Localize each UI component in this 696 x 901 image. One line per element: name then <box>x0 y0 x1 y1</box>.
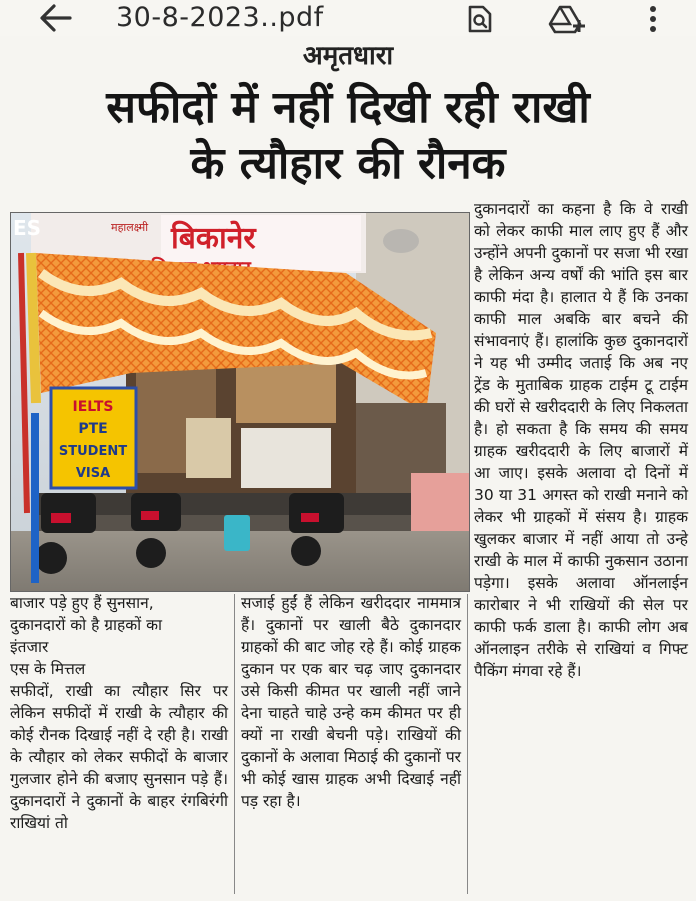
subhead-line-1: बाजार पड़े हुए हैं सुनसान, <box>10 594 154 612</box>
article-column-3 <box>474 198 688 682</box>
column-rule-1 <box>234 594 235 894</box>
column-rule-2 <box>467 594 468 894</box>
shop-photo <box>10 212 470 592</box>
article-body-1: सफीदों, राखी का त्यौहार सिर पर लेकिन सफीदों में राखी के त्यौहार की कोई रौनक दिखाई नहीं दे रही है। राखी के त्यौहार को लेकर सफीदों के बाजार गुलजार होने की बजाए सुनसान पड़े हैं। दुकानदारों ने दुकानों के बाहर रंगबिरंगी राखियां तो <box>10 682 228 832</box>
newspaper-name: अमृतधारा <box>302 41 394 71</box>
headline-line-1: सफीदों में नहीं दिखी रही राखी <box>106 82 590 133</box>
subhead-line-2: दुकानदारों को है ग्राहकों का <box>10 616 163 634</box>
corner-text: ES <box>13 216 42 240</box>
sign-small-text: महालक्ष्मी <box>111 221 149 234</box>
article-column-2 <box>241 592 461 812</box>
sign-main-text: बिकानेर <box>171 221 256 256</box>
poster-line-4: VISA <box>75 466 111 481</box>
drive-add-icon[interactable] <box>548 4 588 34</box>
back-arrow-icon[interactable] <box>36 2 74 34</box>
app-bar <box>0 0 696 36</box>
article-body-3: दुकानदारों का कहना है कि वे राखी को लेकर काफी माल लाए हुए हैं और उन्होंने अपनी दुकानों पर सजा भी रखा है लेकिन अन्य वर्षों की भांति इस बार काफी मंदा है। हालात ये हैं कि उनका काफी माल अबकि बार बचने की संभावनाएं हैं। हालांकि कुछ दुकानदारों ने यह भी उम्मीद जताई कि अब नए ट्रेंड के मुताबिक ग्राहक टाईम टू टाईम की घरों से खरीददारी के लिए निकलता है। हो सकता है कि समय की समय ग्राहक खरीददारी के लिए बाजारों में आ जाए। इसके अलावा दो दिनों में 30 या 31 अगस्त को राखी मनाने को लेकर भी ग्राहकों में संसय है। ग्राहक खुलकर बाजार में नहीं आया तो उन्हे राखी के माल में काफी नुकसान उठाना पड़ेगा। इसके अलावा ऑनलाईन कारोबार ने भी राखियों की सेल पर काफी फर्क डाला है। काफी लोग अब ऑनलाइन तरीके से राखियां व गिफ्ट पैकिंग मंगवा रहे हैं। <box>474 200 688 680</box>
subhead-line-3: इंतजार <box>10 638 49 656</box>
poster-line-3: STUDENT <box>58 444 128 459</box>
poster-line-2: PTE <box>78 421 108 437</box>
article-column-1 <box>10 592 228 834</box>
headline-line-2: के त्यौहार की रौनक <box>190 138 506 189</box>
masthead <box>0 36 696 76</box>
more-vert-icon[interactable] <box>640 4 666 34</box>
byline: एस के मित्तल <box>10 660 86 678</box>
search-document-icon[interactable] <box>465 4 495 34</box>
headline <box>0 80 696 192</box>
poster-line-1: IELTS <box>72 399 114 415</box>
article-body-2: सजाई हुईं हैं लेकिन खरीददार नाममात्र हैं। दुकानों पर खाली बैठे दुकानदार ग्राहकों की बाट जोह रहे हैं। कोई ग्राहक दुकान पर एक बार चढ़ जाए दुकानदार उसे किसी कीमत पर खाली नहीं जाने देना चाहते चाहे उन्हे कम कीमत पर ही क्यों ना राखी बेचनी पड़े। राखियों की दुकानों के अलावा मिठाई की दुकानों पर भी कोई खास ग्राहक अभी दिखाई नहीं पड़ रहा है। <box>241 594 461 810</box>
file-name: 30-8-2023..pdf <box>116 2 324 33</box>
